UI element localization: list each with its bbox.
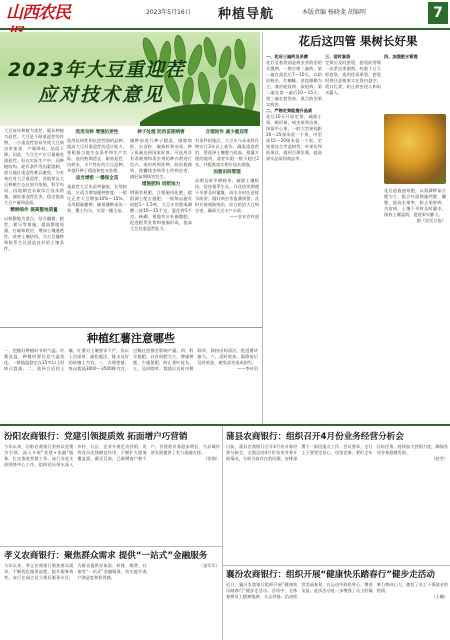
fruit-subhead-1: 一、花后三遍药及杀菌 <box>266 54 308 59</box>
fruit-headline: 花后这四管 果树长好果 <box>298 34 418 48</box>
bank-a-source: （张锦） <box>203 456 220 461</box>
fruit-column-3-top <box>384 54 446 112</box>
soy-column-3 <box>130 128 192 324</box>
bank-b-source: （苗军军） <box>199 563 220 568</box>
fruit-column-1 <box>266 54 322 422</box>
fruit-photo <box>384 114 446 184</box>
fruit-para-2: 花后10天开始定果，疏除小果、畸形果、病虫果和边果，保留中心果。一般大型果间距20～25厘米留一个果，中型果15～20厘米留一个果。定果要综合考虑树势、叶果比和枝果比，做到合理负载，提高果实品质和商品率。 <box>266 114 322 161</box>
fruit-subhead-3: 三、适时套袋 <box>325 54 351 59</box>
bank-c-body <box>226 444 448 562</box>
headline-line-1: 2023年大豆重迎茬 <box>8 59 185 81</box>
sweetpotato-source: ——李诗羽 <box>237 366 258 371</box>
bank-c-source: （赵雪） <box>431 456 448 461</box>
soy-para-7: 重迎茬大豆出苗率偏低、长势较弱，应适当增加播种密度，一般比正茬大豆增加10%～15%。采用精量播种，确保播种深浅一致、覆土均匀，实现一播全苗。 <box>67 184 127 213</box>
fruit-source: 据《农民日报》 <box>416 218 446 223</box>
bottom-section-rule <box>0 424 450 426</box>
soy-para-5: 有条件的地区，大豆应与禾本科作物实行3年以上轮作。确需重迎茬的，要选择土壤肥力较高、排灌方便的地块，重茬年限一般不超过2年，并配套落实相应技术措施。 <box>195 138 259 167</box>
fruit-subhead-2: 二、严格定果能提升品质 <box>266 108 313 113</box>
fruit-subhead-4: 四、加强肥水管理 <box>384 54 418 59</box>
soy-subhead-5: 合理轮作 减少重迎茬 <box>205 130 249 135</box>
column-divider <box>262 32 263 424</box>
bank-d-text: 近日，襄汾农商银行组织开展“健康快乐踏春行”健步走活动。活动中，全体参赛员工精神饱满、斗志昂扬，沿途欣赏美丽春景，在运动中放松身心、增进友谊。此次活动进一步增强了员工的凝聚力和向心力，激发了员工干事创业的热情。 <box>226 582 448 599</box>
fruit-column-2 <box>325 54 381 422</box>
masthead-logo: 山西农民 <box>6 3 70 23</box>
fruit-column-3 <box>384 188 446 422</box>
bank-b-body <box>4 563 220 638</box>
soy-source: ——农业农村部 <box>229 214 259 219</box>
bank-b-text: 今年以来，孝义农商银行聚焦群众需求，不断优化服务流程，提升服务效率。该行在网点设立便民服务专区，为群众提供存取款、转账、缴费、社保等“一站式”金融服务，切实提升客户满意度和获得感。 <box>4 563 147 580</box>
soy-para-3: 播种前进行种子精选，剔除病粒、虫食粒、破损粒和杂质，种子质量达到国家标准。可选用含有杀菌剂和杀虫剂的种衣剂进行包衣，或用药剂拌种，防治根腐病、孢囊线虫病等土传病虫害，减轻苗期病害发生。 <box>130 138 192 179</box>
article-divider <box>0 327 262 328</box>
soybean-headline <box>8 58 208 124</box>
soy-subhead-6: 加强田间管理 <box>213 170 241 175</box>
fruit-para-4: 花后追施速效肥，以氮磷钾复合肥为主，配合叶面喷施钙肥、硼肥，提高坐果率，防止缩果病、苦痘病。土壤干旱时及时灌水，保持土壤湿润，促进果实膨大。 <box>384 188 446 217</box>
bank-d-headline: 襄汾农商银行：组织开展“健康快乐踏春行”健步走活动 <box>226 570 435 580</box>
soy-para-4: 增施有机肥，合理施用化肥，提倡测土配方施肥。一般每亩施有机肥1～1.5吨，大豆专用肥或磷酸二铵10～15千克，氯化钾5千克。缺硼、钼地块应补施微肥，促进根系发育和根瘤形成，提高大豆抗重迎茬能力。 <box>130 190 192 231</box>
bank-d-body <box>226 582 448 638</box>
bank-b-headline: 孝义农商银行：聚焦群众需求 提供“一站式”金融服务 <box>4 551 208 561</box>
soy-column-4 <box>195 128 259 324</box>
bank-d-source: （王璐） <box>431 594 448 599</box>
soy-subhead-4: 增施肥料 培肥地力 <box>141 182 181 187</box>
bank-a-text: 今年以来，汾阳农商银行坚持以党建为引领，深入开展“党建+金融”服务，扎实推进营销工作。该行各党支部围绕中心工作，组织党员带头深入乡村、社区、企业开展走访营销，发挥党员先锋模范作用，不断扩大服务覆盖面。截至目前，已新增客户数千户，存贷款业务稳步增长，为县域经济发展提供了有力金融支持。 <box>4 444 220 467</box>
soy-para-2: 选用抗病性和抗逆性强的品种，提高大豆对重迎茬的适应能力。要根据当地生态条件和生产实际，选用熟期适宜、耐重迎茬、抗病虫、丰产性好的大豆品种，并做好种子精选和包衣处理。 <box>67 138 127 173</box>
soy-column-2 <box>67 128 127 324</box>
soy-para-1: 以秋整地为重点，结合翻耕、耙茬、耢压等措施，提高整地质量，打破犁底层，增加土壤通透性，改善土壤结构，为大豆播种和根系生长创造良好的土壤条件。 <box>4 216 64 251</box>
bottom-right-rule <box>222 565 450 566</box>
soy-para-6: 苗期及时中耕除草，破除土壤板结，促进根系生长。开花结荚期遇干旱要及时灌溉，雨水多时注意排水防涝。做好病虫害监测预警，及时开展统防统治，综合防治大豆病虫害，确保大豆丰产丰收。 <box>195 178 259 213</box>
bank-a-body <box>4 444 220 544</box>
soy-column-1 <box>4 128 64 324</box>
sweetpotato-headline: 种植红薯注意哪些 <box>87 332 175 345</box>
fruit-para-3: 定果后及时套袋，套袋前要喷一次杀虫杀菌剂，药液干后立即套袋。选用优质果袋，套袋时要注意使果实在袋内悬空，袋口扎紧，防止病虫侵入和雨水灌入。 <box>325 60 381 95</box>
bank-a-headline: 汾阳农商银行：党建引领提质效 拓面增户巧营销 <box>4 432 188 442</box>
bank-c-headline: 蒲县农商银行：组织召开4月份业务经营分析会 <box>226 432 404 442</box>
soy-subhead-7: 适当增密 一播保全苗 <box>75 176 119 181</box>
soy-subhead-2: 选用良种 增强抗逆性 <box>75 130 119 135</box>
sweetpotato-text: 一、把握好种植时节的气温。红薯喜温，种植时要注意气温变化。一般地温稳定在15℃以上时即可栽插。二、选择合适的土壤。红薯对土壤要求不严，但以土层深厚、疏松肥沃、排水良好的砂壤土为宜。三、合理密植。每亩栽插3000～3500株为宜，过稀过密都会影响产量。四、科学施肥。以有机肥为主，增施钾肥，少施氮肥，防止茎叶徒长。五、及时除草。栽插后及时中耕除草，保持田间清洁，促进薯块膨大。六、适时收获。霜降前后及时收获，避免冻害造成损失。 <box>4 348 258 371</box>
page-number: 7 <box>428 2 448 24</box>
soy-subhead-1: 精耕细作 提高整地质量 <box>10 208 58 213</box>
soy-subhead-3: 种子处理 防治苗期病害 <box>137 130 185 135</box>
headline-line-2: 应对技术意见 <box>38 84 165 106</box>
editors-line: 本版责编 杨晓斐 胡锦明 <box>302 9 366 16</box>
sweetpotato-body <box>4 348 258 422</box>
bottom-vertical-rule <box>222 426 223 640</box>
section-title: 种植导航 <box>218 7 275 22</box>
soy-intro: 大豆连年种植为重茬，隔年种植为迎茬。大豆是不耐重迎茬的作物，一旦重迎茬容易导致大豆病虫害加重、产量降低、品质下降。因此，大豆生产应尽量避免重迎茬。但在实际生产中，因种植结构、轮作条件等因素限制，部分地区重迎茬难以避免。为有效应对大豆重迎茬，各地要以大豆种植生态区划为依据，科学布局，因地制宜采取综合技术措施，减轻重迎茬危害，稳定提高大豆产量和品质。 <box>4 128 64 205</box>
bottom-left-rule <box>0 546 222 547</box>
issue-date: 2023年5月16日 <box>146 9 191 16</box>
bank-c-text: 日前，蒲县农商银行召开4月份业务经营分析会，全面总结4月份各项业务开展情况，分析当前存在的问题，安排部署下一阶段重点工作。会议要求，全行上下要坚定信心、攻坚克难，紧盯全年目标任务，持续加大营销力度，确保各项业务稳健发展。 <box>226 444 448 461</box>
fruit-para-1: 花后至套袋前是病虫害防治的关键期，一般应喷三遍药。第一遍在落花后7～10天，以防治蚜虫、红蜘蛛、金纹细蛾为主，兼治轮纹病、炭疽病；第二遍在第一遍后10～15天；第三遍在套袋前，重点防治果实病害。 <box>266 60 322 107</box>
